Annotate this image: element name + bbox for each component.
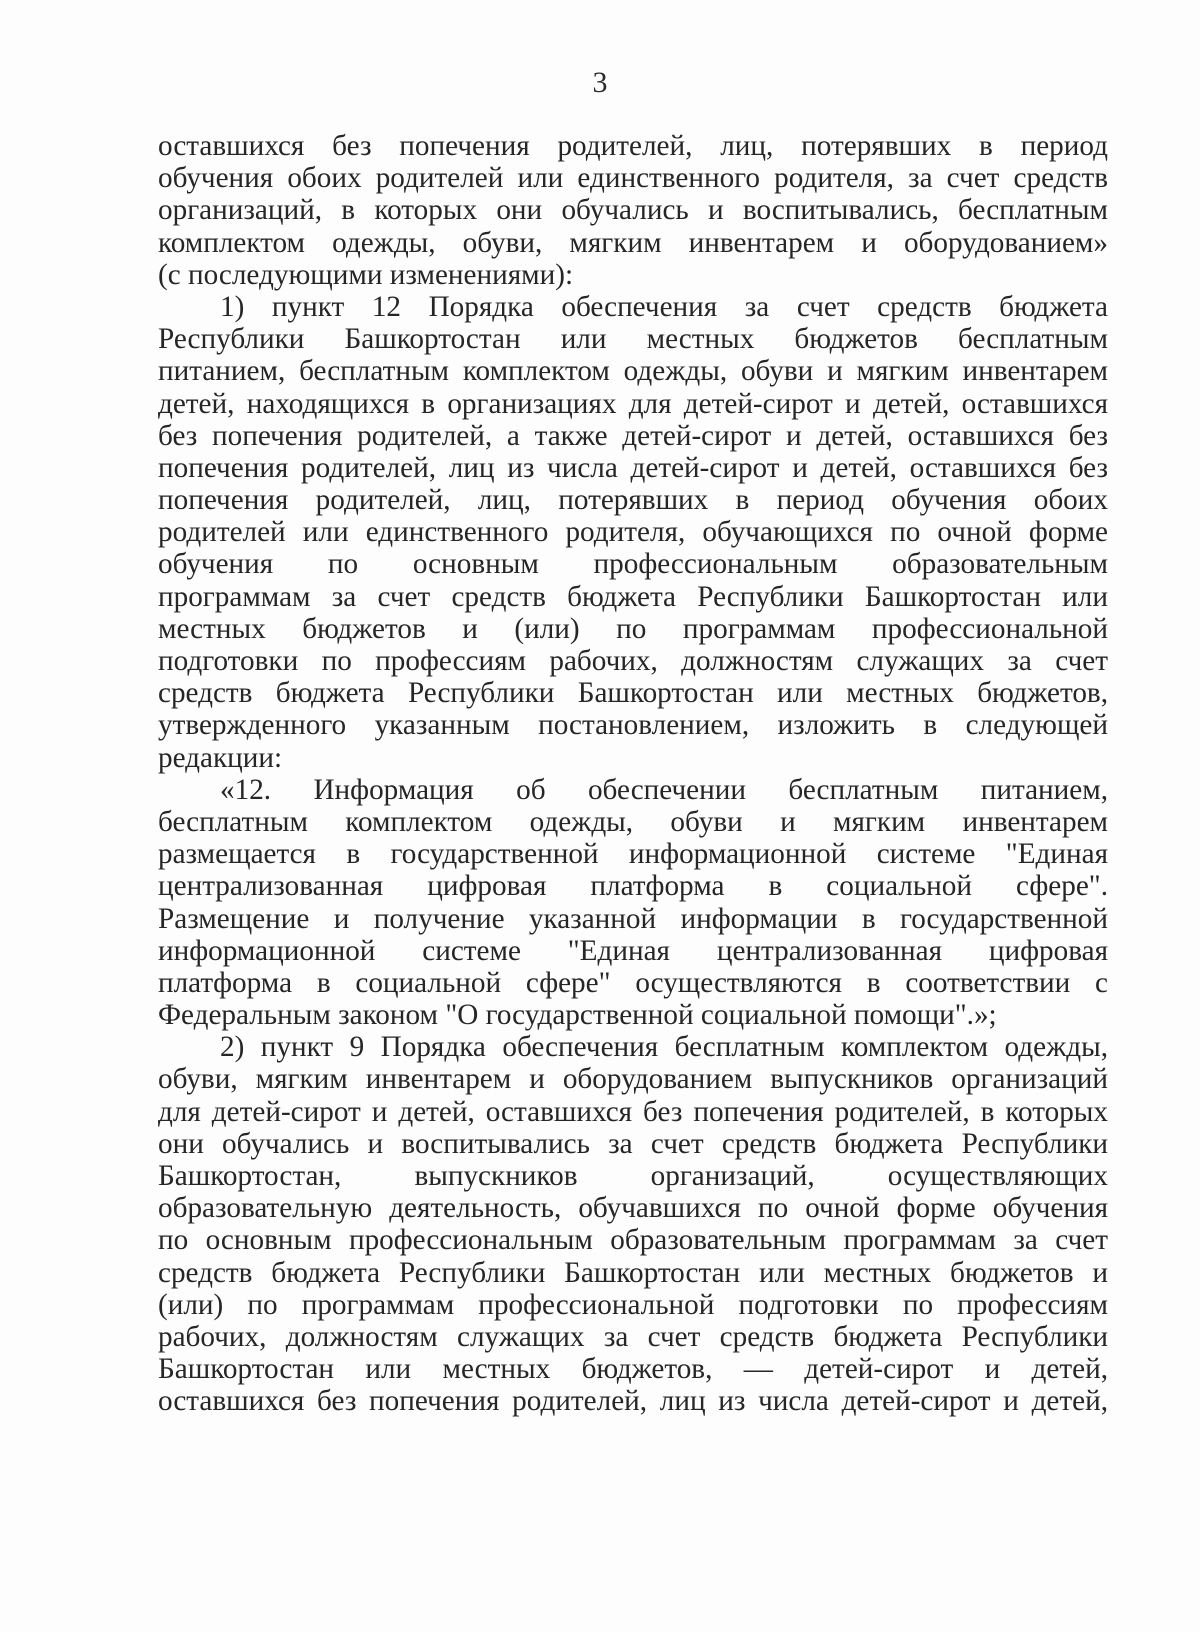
text-line: Федеральным законом "О государственной социальной помощи".»; bbox=[158, 999, 997, 1032]
text-line: (или) по программам профессиональной подготовки по профессиям bbox=[158, 1288, 1108, 1321]
text-line: обуви, мягким инвентарем и оборудованием выпускников организаций bbox=[158, 1063, 1108, 1096]
text-line: местных бюджетов и (или) по программам профессиональной bbox=[158, 612, 1108, 645]
text-line: платформа в социальной сфере" осуществляются в соответствии с bbox=[158, 966, 1108, 999]
text-line: (с последующими изменениями): bbox=[158, 258, 574, 291]
text-line: детей, находящихся в организациях для детей-сирот и детей, оставшихся bbox=[158, 387, 1108, 420]
text-line: централизованная цифровая платформа в социальной сфере". bbox=[158, 870, 1108, 903]
text-line: Размещение и получение указанной информации в государственной bbox=[158, 902, 1108, 935]
text-line: они обучались и воспитывались за счет средств бюджета Республики bbox=[158, 1127, 1108, 1160]
text-line: редакции: bbox=[158, 741, 283, 774]
text-line: Башкортостан, выпускников организаций, осуществляющих bbox=[158, 1160, 1108, 1192]
text-line: организаций, в которых они обучались и воспитывались, бесплатным bbox=[158, 194, 1108, 227]
text-line: обучения обоих родителей или единственного родителя, за счет средств bbox=[158, 162, 1108, 195]
text-line: «12. Информация об обеспечении бесплатным питанием, bbox=[220, 773, 1108, 806]
text-line: оставшихся без попечения родителей, лиц, потерявших в период bbox=[158, 130, 1108, 162]
text-line: попечения родителей, лиц, потерявших в период обучения обоих bbox=[158, 484, 1108, 517]
document-body bbox=[158, 130, 1108, 1418]
text-line: для детей-сирот и детей, оставшихся без попечения родителей, в которых bbox=[158, 1095, 1108, 1128]
text-line: Башкортостан или местных бюджетов, — детей-сирот и детей, bbox=[158, 1353, 1108, 1386]
text-line: обучения по основным профессиональным образовательным bbox=[158, 548, 1108, 581]
text-line: средств бюджета Республики Башкортостан или местных бюджетов и bbox=[158, 1256, 1108, 1289]
text-line: 1) пункт 12 Порядка обеспечения за счет средств бюджета bbox=[220, 290, 1108, 323]
text-line: средств бюджета Республики Башкортостан или местных бюджетов, bbox=[158, 677, 1108, 710]
text-line: информационной системе "Единая централизованная цифровая bbox=[158, 934, 1108, 967]
text-line: родителей или единственного родителя, обучающихся по очной форме bbox=[158, 516, 1108, 549]
text-line: утвержденного указанным постановлением, изложить в следующей bbox=[158, 709, 1108, 742]
text-line: попечения родителей, лиц из числа детей-сирот и детей, оставшихся без bbox=[158, 451, 1108, 484]
text-line: размещается в государственной информационной системе "Единая bbox=[158, 838, 1108, 871]
text-line: рабочих, должностям служащих за счет средств бюджета Республики bbox=[158, 1320, 1108, 1353]
text-line: программам за счет средств бюджета Республики Башкортостан или bbox=[158, 580, 1108, 613]
text-line: оставшихся без попечения родителей, лиц из числа детей-сирот и детей, bbox=[158, 1385, 1108, 1418]
text-line: 2) пункт 9 Порядка обеспечения бесплатным комплектом одежды, bbox=[220, 1031, 1108, 1064]
text-line: без попечения родителей, а также детей-сирот и детей, оставшихся без bbox=[158, 419, 1108, 452]
text-line: комплектом одежды, обуви, мягким инвентарем и оборудованием» bbox=[158, 226, 1108, 259]
text-line: питанием, бесплатным комплектом одежды, обуви и мягким инвентарем bbox=[158, 355, 1108, 388]
text-line: подготовки по профессиям рабочих, должностям служащих за счет bbox=[158, 645, 1108, 677]
text-line: образовательную деятельность, обучавшихся по очной форме обучения bbox=[158, 1192, 1108, 1225]
text-line: по основным профессиональным образовательным программам за счет bbox=[158, 1224, 1108, 1257]
text-line: бесплатным комплектом одежды, обуви и мягким инвентарем bbox=[158, 805, 1108, 838]
text-line: Республики Башкортостан или местных бюджетов бесплатным bbox=[158, 323, 1108, 356]
page-number: 3 bbox=[592, 66, 608, 99]
